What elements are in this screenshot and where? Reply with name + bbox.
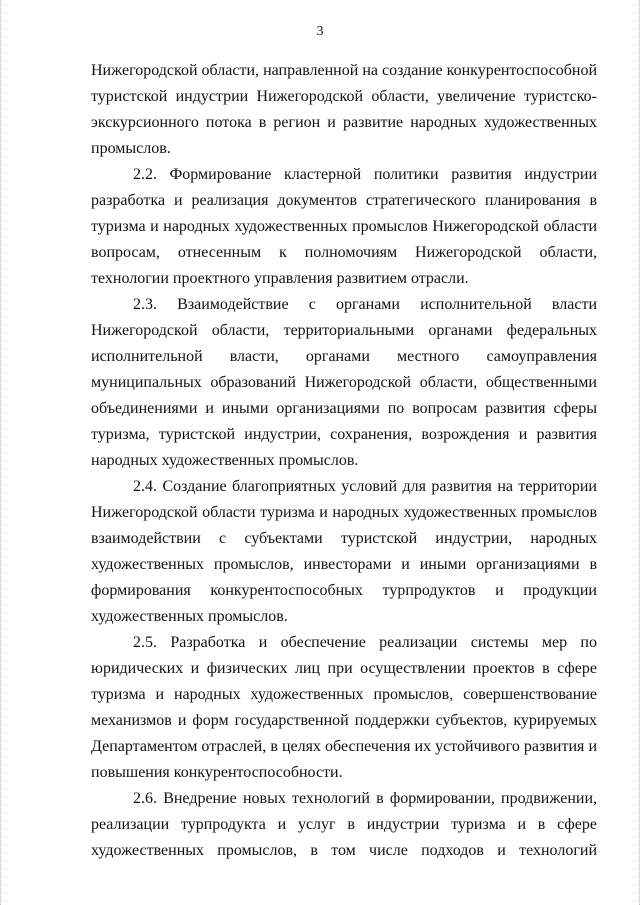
text-line: промыслов. <box>91 140 171 157</box>
text-line: механизмов и форм государственной поддержки субъектов, курируемых <box>91 712 597 729</box>
paragraph-p2_2 <box>91 162 597 292</box>
text-line: Нижегородской области, территориальными органами федеральных <box>91 322 597 339</box>
text-line: туризма и народных художественных промыслов Нижегородской области <box>91 218 597 235</box>
text-line: художественных промыслов, инвесторами и иными организациями в <box>91 556 597 573</box>
text-line: туризма и народных художественных промыслов, совершенствование <box>91 686 597 703</box>
paragraph-cont <box>91 58 597 162</box>
text-line: юридических и физических лиц при осуществлении проектов в сфере <box>91 660 597 677</box>
text-line: технологии проектного управления развитием отрасли. <box>91 270 469 287</box>
text-line: разработка и реализация документов стратегического планирования в <box>91 192 597 209</box>
text-line: исполнительной власти, органами местного самоуправления <box>91 348 597 365</box>
text-line: экскурсионного потока в регион и развитие народных художественных <box>91 114 597 131</box>
text-line: туризма, туристской индустрии, сохранения, возрождения и развития <box>91 426 597 443</box>
paragraph-p2_4 <box>91 474 597 630</box>
text-line: муниципальных образований Нижегородской области, общественными <box>91 374 597 391</box>
text-line: Нижегородской области туризма и народных художественных промыслов <box>91 504 597 521</box>
text-line: формирования конкурентоспособных турпродуктов и продукции <box>91 582 597 599</box>
text-line: художественных промыслов. <box>91 608 288 625</box>
text-line: Департаментом отраслей, в целях обеспечения их устойчивого развития и <box>91 738 597 755</box>
text-line: 2.6. Внедрение новых технологий в формировании, продвижении, <box>133 790 597 807</box>
text-line: народных художественных промыслов. <box>91 452 359 469</box>
text-line: реализации турпродукта и услуг в индустрии туризма и в сфере <box>91 816 597 833</box>
page-number: 3 <box>316 24 324 39</box>
text-line: 2.3. Взаимодействие с органами исполнительной власти <box>133 296 597 313</box>
text-line: 2.2. Формирование кластерной политики развития индустрии <box>133 166 597 183</box>
text-line: повышения конкурентоспособности. <box>91 764 343 781</box>
text-line: 2.5. Разработка и обеспечение реализации системы мер по <box>133 634 597 651</box>
text-line: объединениями и иными организациями по вопросам развития сферы <box>91 400 597 417</box>
text-line: художественных промыслов, в том числе подходов и технологий <box>91 842 597 859</box>
text-line: вопросам, отнесенным к полномочиям Нижегородской области, <box>91 244 597 261</box>
paragraph-p2_6 <box>91 786 597 864</box>
paragraph-p2_5 <box>91 630 597 786</box>
text-line: туристской индустрии Нижегородской области, увеличение туристско- <box>91 88 597 105</box>
text-line: Нижегородской области, направленной на создание конкурентоспособной <box>91 62 597 79</box>
text-line: 2.4. Создание благоприятных условий для развития на территории <box>133 478 597 495</box>
paragraph-p2_3 <box>91 292 597 474</box>
text-line: взаимодействии с субъектами туристской индустрии, народных <box>91 530 597 547</box>
